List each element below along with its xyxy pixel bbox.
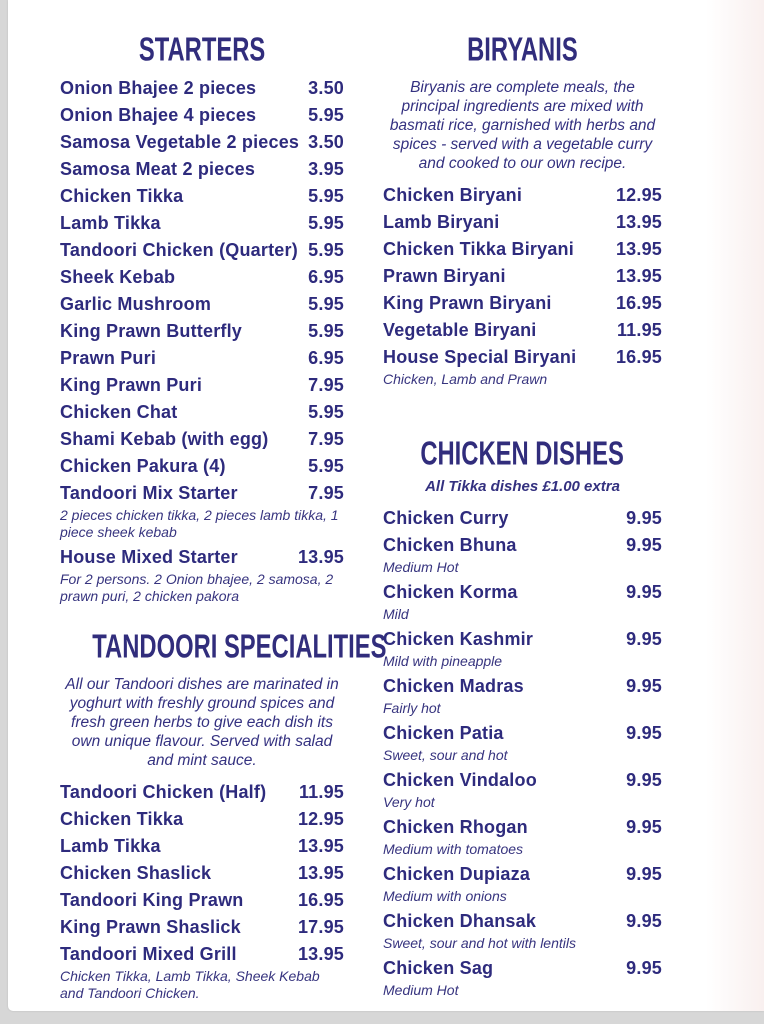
menu-section-chicken-dishes: [383, 435, 662, 999]
item-note: Sweet, sour and hot: [383, 747, 508, 763]
item-name: Vegetable Biryani: [383, 320, 537, 340]
menu-column-left: [60, 31, 387, 1008]
section-title-text: CHICKEN DISHES: [420, 435, 625, 473]
item-name: Chicken Madras: [383, 676, 524, 696]
item-name: Chicken Kashmir: [383, 629, 534, 649]
item-name: Garlic Mushroom: [60, 294, 212, 314]
item-note: Medium with onions: [383, 888, 507, 904]
menu-item-row: [383, 239, 662, 266]
item-price: 9.95: [626, 864, 662, 884]
item-note: Medium Hot: [383, 559, 459, 575]
item-name: Sheek Kebab: [60, 267, 176, 287]
item-price: 12.95: [297, 809, 344, 829]
section-title: [60, 31, 344, 69]
item-name: Tandoori Chicken (Quarter): [60, 240, 298, 260]
item-note: Fairly hot: [383, 700, 441, 716]
item-name: Chicken Dhansak: [383, 911, 537, 931]
item-name: Tandoori Mix Starter: [60, 483, 238, 503]
item-price: 5.95: [308, 240, 344, 260]
menu-item-row: [60, 267, 344, 294]
item-name: Lamb Biryani: [383, 212, 500, 232]
item-price: 6.95: [308, 267, 344, 287]
item-name: House Special Biryani: [383, 347, 577, 367]
item-price: 9.95: [626, 676, 662, 696]
item-name: Chicken Tikka Biryani: [383, 239, 574, 259]
item-name: Chicken Tikka: [60, 186, 184, 206]
item-price: 16.95: [615, 347, 662, 367]
item-name: Chicken Bhuna: [383, 535, 517, 555]
menu-item-row: [60, 213, 344, 240]
menu-item-row: [60, 429, 344, 456]
menu-item-row: [383, 508, 662, 535]
item-note: Medium Hot: [383, 982, 459, 998]
section-title: [383, 435, 662, 473]
menu-item-row: [60, 836, 344, 863]
item-name: Samosa Meat 2 pieces: [60, 159, 256, 179]
menu-column-right: [383, 31, 662, 1005]
menu-item-row: [383, 676, 662, 703]
menu-section-tandoori-specialities: [60, 628, 387, 1002]
section-subtitle: All Tikka dishes £1.00 extra: [425, 478, 620, 495]
item-price: 11.95: [298, 782, 344, 802]
menu-item-row: [383, 293, 662, 320]
item-name: House Mixed Starter: [60, 547, 238, 567]
menu-item-row: [60, 186, 344, 213]
item-name: Chicken Korma: [383, 582, 518, 602]
menu-item-row: [60, 321, 344, 348]
item-note: Chicken Tikka, Lamb Tikka, Sheek Kebab and Tandoori Chicken.: [60, 968, 320, 1001]
item-name: King Prawn Shaslick: [60, 917, 241, 937]
item-price: 9.95: [626, 911, 662, 931]
menu-item-row: [383, 185, 662, 212]
item-price: 9.95: [626, 817, 662, 837]
item-name: King Prawn Biryani: [383, 293, 552, 313]
item-name: Chicken Curry: [383, 508, 509, 528]
menu-item-row: [383, 958, 662, 985]
section-intro: All our Tandoori dishes are marinated in yoghurt with freshly ground spices and fresh green herbs to give each dish its own unique flavour. Served with salad and mint sauce.: [65, 676, 339, 769]
menu-item-row: [60, 294, 344, 321]
item-price: 5.95: [308, 294, 344, 314]
item-price: 9.95: [626, 770, 662, 790]
item-price: 13.95: [615, 239, 662, 259]
item-name: Tandoori Chicken (Half): [60, 782, 267, 802]
menu-item-row: [383, 817, 662, 844]
item-name: Lamb Tikka: [60, 836, 161, 856]
item-price: 3.50: [308, 78, 344, 98]
item-name: Chicken Shaslick: [60, 863, 212, 883]
item-price: 9.95: [626, 582, 662, 602]
item-price: 7.95: [308, 429, 344, 449]
item-name: Tandoori King Prawn: [60, 890, 244, 910]
item-name: Prawn Biryani: [383, 266, 506, 286]
menu-item-row: [60, 240, 344, 267]
item-price: 13.95: [297, 863, 344, 883]
item-price: 5.95: [308, 456, 344, 476]
menu-page-paper: [8, 0, 764, 1011]
item-name: Chicken Patia: [383, 723, 504, 743]
item-note: Mild with pineapple: [383, 653, 503, 669]
item-name: Chicken Pakura (4): [60, 456, 226, 476]
section-title-text: TANDOORI SPECIALITIES: [92, 628, 387, 666]
menu-item-row: [60, 348, 344, 375]
item-name: Tandoori Mixed Grill: [60, 944, 237, 964]
scan-artifact-right-edge: [706, 0, 764, 1011]
item-price: 7.95: [308, 483, 344, 503]
item-name: Chicken Dupiaza: [383, 864, 531, 884]
item-price: 11.95: [616, 320, 662, 340]
item-price: 5.95: [308, 402, 344, 422]
item-price: 16.95: [615, 293, 662, 313]
menu-item-row: [60, 944, 344, 971]
item-note: For 2 persons. 2 Onion bhajee, 2 samosa, 2 prawn puri, 2 chicken pakora: [60, 571, 334, 604]
menu-item-row: [60, 809, 344, 836]
item-price: 13.95: [615, 266, 662, 286]
menu-item-row: [60, 782, 344, 809]
item-price: 9.95: [626, 508, 662, 528]
item-price: 7.95: [308, 375, 344, 395]
item-price: 5.95: [308, 321, 344, 341]
item-note: 2 pieces chicken tikka, 2 pieces lamb tikka, 1 piece sheek kebab: [60, 507, 339, 540]
menu-section-starters: [60, 31, 344, 605]
item-name: Samosa Vegetable 2 pieces: [60, 132, 300, 152]
item-note: Mild: [383, 606, 409, 622]
item-price: 9.95: [626, 723, 662, 743]
menu-item-row: [60, 863, 344, 890]
item-name: Chicken Sag: [383, 958, 494, 978]
menu-item-row: [60, 105, 344, 132]
item-price: 3.50: [308, 132, 344, 152]
menu-item-row: [60, 547, 344, 574]
menu-item-row: [60, 483, 344, 510]
menu-item-row: [383, 911, 662, 938]
menu-item-row: [60, 890, 344, 917]
menu-item-row: [383, 535, 662, 562]
menu-item-row: [60, 375, 344, 402]
item-price: 13.95: [615, 212, 662, 232]
item-name: Chicken Biryani: [383, 185, 523, 205]
item-name: Shami Kebab (with egg): [60, 429, 269, 449]
menu-item-row: [383, 212, 662, 239]
item-name: Chicken Rhogan: [383, 817, 528, 837]
item-price: 9.95: [626, 629, 662, 649]
item-price: 13.95: [297, 944, 344, 964]
menu-item-row: [60, 402, 344, 429]
item-name: Chicken Tikka: [60, 809, 184, 829]
item-price: 5.95: [308, 186, 344, 206]
menu-item-row: [383, 770, 662, 797]
menu-item-row: [60, 78, 344, 105]
item-price: 6.95: [308, 348, 344, 368]
menu-item-row: [383, 266, 662, 293]
menu-item-row: [383, 347, 662, 374]
item-name: King Prawn Butterfly: [60, 321, 243, 341]
section-title-text: BIRYANIS: [467, 31, 578, 69]
section-title: [60, 628, 387, 666]
item-name: Onion Bhajee 4 pieces: [60, 105, 257, 125]
menu-item-row: [60, 132, 344, 159]
menu-item-row: [60, 917, 344, 944]
menu-item-row: [383, 723, 662, 750]
section-intro: Biryanis are complete meals, the principal ingredients are mixed with basmati rice, garnished with herbs and spices - served with a vegetable curry and cooked to our own recipe.: [389, 79, 656, 172]
item-price: 5.95: [308, 213, 344, 233]
menu-item-row: [60, 159, 344, 186]
item-price: 5.95: [308, 105, 344, 125]
item-price: 17.95: [297, 917, 344, 937]
item-price: 16.95: [297, 890, 344, 910]
item-name: Prawn Puri: [60, 348, 157, 368]
item-name: Chicken Chat: [60, 402, 178, 422]
menu-item-row: [383, 320, 662, 347]
item-note: Very hot: [383, 794, 435, 810]
item-price: 9.95: [626, 958, 662, 978]
item-name: King Prawn Puri: [60, 375, 203, 395]
item-name: Chicken Vindaloo: [383, 770, 537, 790]
item-price: 3.95: [308, 159, 344, 179]
menu-item-row: [383, 864, 662, 891]
item-note: Sweet, sour and hot with lentils: [383, 935, 576, 951]
menu-item-row: [60, 456, 344, 483]
item-price: 13.95: [297, 836, 344, 856]
item-name: Lamb Tikka: [60, 213, 161, 233]
item-note: Chicken, Lamb and Prawn: [383, 371, 548, 387]
section-title: [383, 31, 662, 69]
menu-item-row: [383, 582, 662, 609]
item-price: 13.95: [297, 547, 344, 567]
menu-section-biryanis: [383, 31, 662, 388]
item-price: 12.95: [615, 185, 662, 205]
item-price: 9.95: [626, 535, 662, 555]
section-title-text: STARTERS: [138, 31, 266, 69]
menu-item-row: [383, 629, 662, 656]
item-name: Onion Bhajee 2 pieces: [60, 78, 257, 98]
item-note: Medium with tomatoes: [383, 841, 524, 857]
